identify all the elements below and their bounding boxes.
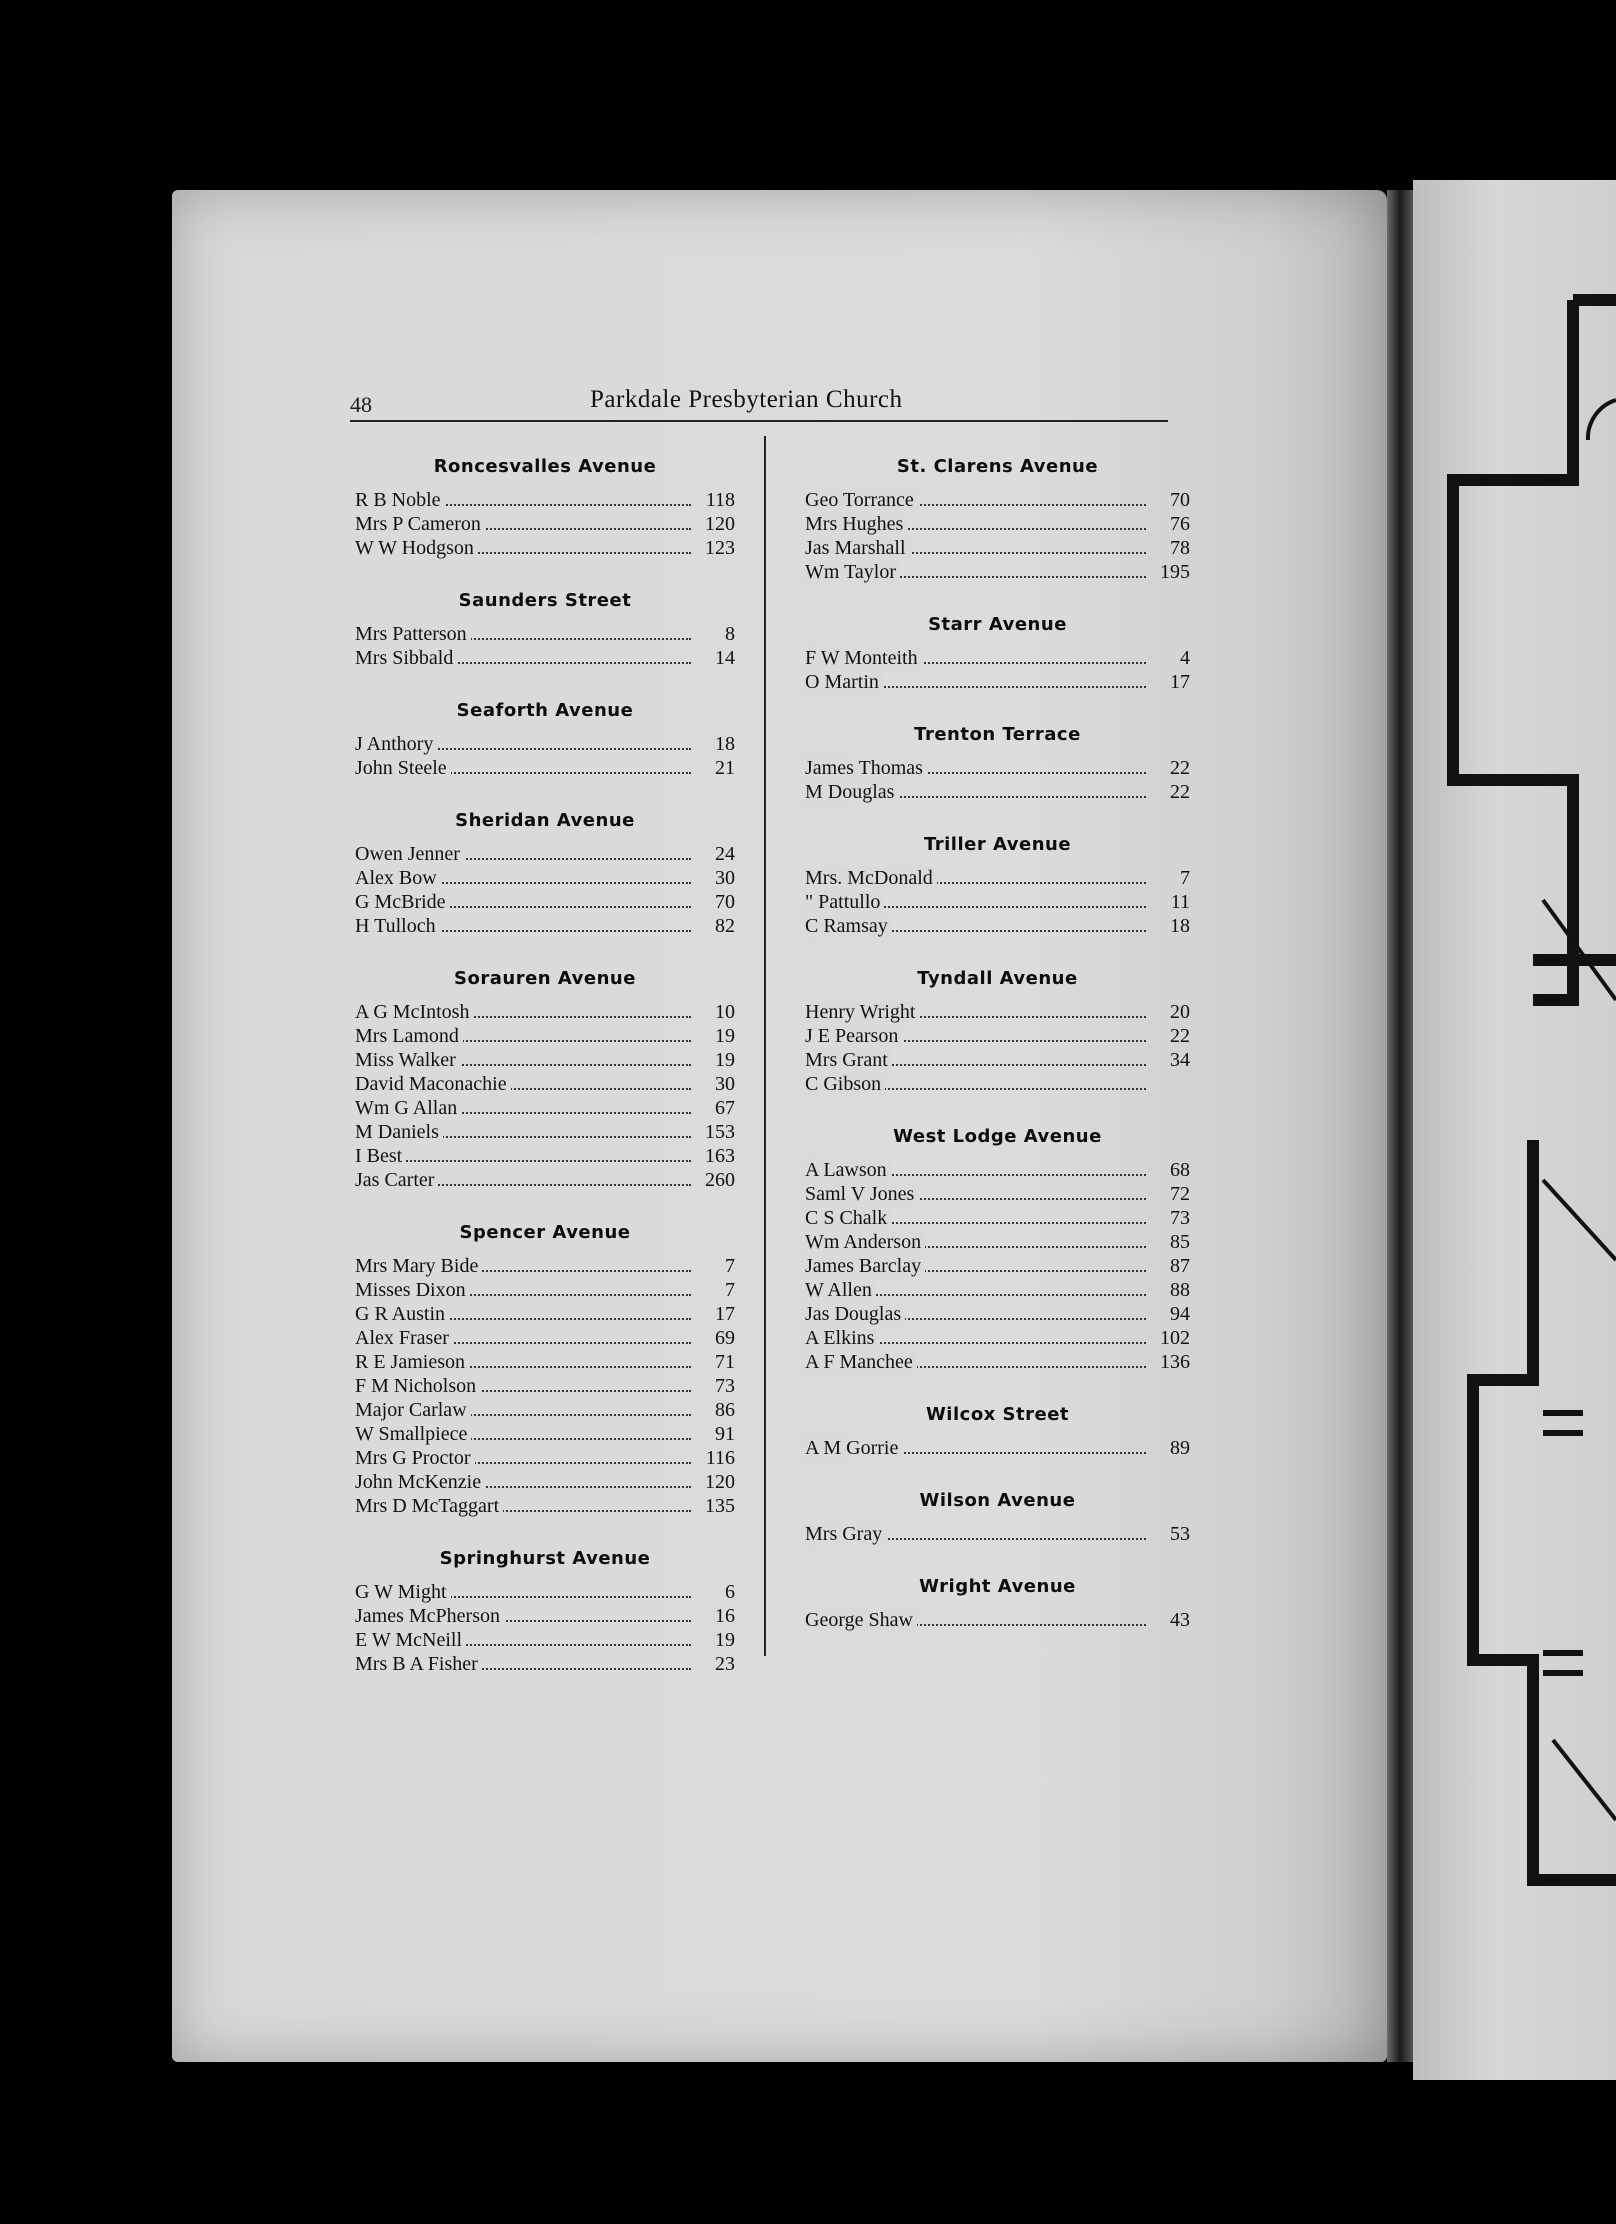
house-number: 7 [725, 1279, 735, 1301]
resident-name: R B Noble [355, 489, 445, 511]
street-section [805, 830, 1190, 938]
house-number: 6 [725, 1581, 735, 1603]
street-heading: Wilcox Street [925, 1404, 1070, 1425]
street-section [355, 586, 735, 670]
street-heading: Tyndall Avenue [917, 968, 1078, 989]
street-section [355, 806, 735, 938]
directory-entry [355, 1254, 735, 1278]
directory-entry [805, 1278, 1190, 1302]
house-number: 22 [1170, 781, 1190, 803]
street-section [805, 452, 1190, 584]
section-gap [355, 670, 735, 696]
house-number: 135 [705, 1495, 735, 1517]
resident-name: M Daniels [355, 1121, 443, 1143]
house-number: 21 [715, 757, 735, 779]
directory-entry [355, 1048, 735, 1072]
street-heading: Roncesvalles Avenue [433, 456, 657, 477]
resident-name: Mrs Gray [805, 1523, 886, 1545]
directory-entry [355, 1168, 735, 1192]
street-section [355, 1218, 735, 1518]
street-section [805, 1572, 1190, 1632]
directory-entry [805, 670, 1190, 694]
house-number: 10 [715, 1001, 735, 1023]
directory-entry [355, 1446, 735, 1470]
directory-entry [355, 1350, 735, 1374]
resident-name: Owen Jenner [355, 843, 464, 865]
house-number: 19 [715, 1629, 735, 1651]
house-number: 91 [715, 1423, 735, 1445]
house-number: 88 [1170, 1279, 1190, 1301]
section-gap [805, 1460, 1190, 1486]
street-section [355, 1544, 735, 1676]
directory-entry [355, 756, 735, 780]
house-number: 14 [715, 647, 735, 669]
resident-name: C S Chalk [805, 1207, 891, 1229]
section-gap [355, 938, 735, 964]
directory-entry [805, 914, 1190, 938]
resident-name: Jas Marshall [805, 537, 910, 559]
facing-page-floor-plan [1413, 180, 1616, 2080]
street-section [805, 610, 1190, 694]
directory-entry [805, 512, 1190, 536]
resident-name: W Allen [805, 1279, 876, 1301]
house-number: 195 [1160, 561, 1190, 583]
house-number: 70 [715, 891, 735, 913]
directory-entry [805, 1436, 1190, 1460]
directory-entry [805, 1024, 1190, 1048]
directory-entry [805, 1000, 1190, 1024]
resident-name: G R Austin [355, 1303, 449, 1325]
directory-entry [355, 536, 735, 560]
resident-name: Miss Walker [355, 1049, 460, 1071]
house-number: 23 [715, 1653, 735, 1675]
house-number: 94 [1170, 1303, 1190, 1325]
house-number: 102 [1160, 1327, 1190, 1349]
house-number: 24 [715, 843, 735, 865]
resident-name: Mrs B A Fisher [355, 1653, 482, 1675]
directory-entry [805, 1048, 1190, 1072]
house-number: 68 [1170, 1159, 1190, 1181]
resident-name: David Maconachie [355, 1073, 511, 1095]
resident-name: Mrs Sibbald [355, 647, 457, 669]
section-gap [805, 1632, 1190, 1658]
directory-entry [355, 914, 735, 938]
house-number: 11 [1170, 891, 1190, 913]
resident-name: Mrs Hughes [805, 513, 907, 535]
resident-name: C Gibson [805, 1073, 885, 1095]
street-heading: Sheridan Avenue [455, 810, 635, 831]
house-number: 19 [715, 1025, 735, 1047]
house-number: 260 [705, 1169, 735, 1191]
street-heading: Seaforth Avenue [456, 700, 634, 721]
floor-plan-drawing [1413, 180, 1616, 2080]
house-number: 76 [1170, 513, 1190, 535]
directory-entry [355, 1120, 735, 1144]
directory-entry [355, 512, 735, 536]
directory-entry [805, 1206, 1190, 1230]
resident-name: John McKenzie [355, 1471, 485, 1493]
street-section [805, 1486, 1190, 1546]
directory-entry [355, 646, 735, 670]
section-gap [805, 694, 1190, 720]
house-number: 89 [1170, 1437, 1190, 1459]
resident-name: Jas Carter [355, 1169, 438, 1191]
directory-entry [805, 1608, 1190, 1632]
house-number: 22 [1170, 757, 1190, 779]
house-number: 123 [705, 537, 735, 559]
house-number: 17 [1170, 671, 1190, 693]
directory-entry [355, 1096, 735, 1120]
directory-entry [355, 1494, 735, 1518]
resident-name: C Ramsay [805, 915, 892, 937]
resident-name: Mrs. McDonald [805, 867, 937, 889]
house-number: 18 [1170, 915, 1190, 937]
section-gap [805, 804, 1190, 830]
resident-name: Wm G Allan [355, 1097, 461, 1119]
house-number: 73 [715, 1375, 735, 1397]
resident-name: George Shaw [805, 1609, 917, 1631]
resident-name: Geo Torrance [805, 489, 918, 511]
directory-entry [805, 560, 1190, 584]
right-column [805, 452, 1190, 1658]
resident-name: O Martin [805, 671, 883, 693]
house-number: 53 [1170, 1523, 1190, 1545]
resident-name: A M Gorrie [805, 1437, 902, 1459]
resident-name: E W McNeill [355, 1629, 466, 1651]
column-divider [764, 436, 766, 1656]
street-heading: St. Clarens Avenue [896, 456, 1099, 477]
section-gap [805, 1374, 1190, 1400]
directory-entry [355, 1628, 735, 1652]
directory-entry [805, 890, 1190, 914]
house-number: 8 [725, 623, 735, 645]
directory-entry [355, 1144, 735, 1168]
section-gap [355, 1192, 735, 1218]
house-number: 19 [715, 1049, 735, 1071]
resident-name: Wm Anderson [805, 1231, 925, 1253]
section-gap [805, 1096, 1190, 1122]
directory-entry [355, 732, 735, 756]
directory-entry [355, 1604, 735, 1628]
directory-entry [805, 866, 1190, 890]
resident-name: A Lawson [805, 1159, 891, 1181]
house-number: 136 [1160, 1351, 1190, 1373]
directory-entry [805, 1230, 1190, 1254]
resident-name: " Pattullo [805, 891, 884, 913]
directory-entry [355, 1278, 735, 1302]
street-section [355, 452, 735, 560]
house-number: 18 [715, 733, 735, 755]
resident-name: A G McIntosh [355, 1001, 473, 1023]
house-number: 16 [715, 1605, 735, 1627]
resident-name: A F Manchee [805, 1351, 917, 1373]
directory-entry [355, 1302, 735, 1326]
street-section [355, 696, 735, 780]
page-number: 48 [350, 392, 372, 417]
resident-name: J Anthory [355, 733, 437, 755]
directory-entry [355, 1652, 735, 1676]
resident-name: J E Pearson [805, 1025, 902, 1047]
resident-name: R E Jamieson [355, 1351, 469, 1373]
page-header [350, 384, 1168, 422]
house-number: 70 [1170, 489, 1190, 511]
house-number: 4 [1180, 647, 1190, 669]
resident-name: Saml V Jones [805, 1183, 918, 1205]
directory-entry [355, 488, 735, 512]
directory-entry [355, 1422, 735, 1446]
resident-name: John Steele [355, 757, 451, 779]
house-number: 72 [1170, 1183, 1190, 1205]
street-section [805, 720, 1190, 804]
section-gap [355, 1676, 735, 1702]
directory-entry [355, 1470, 735, 1494]
house-number: 30 [715, 1073, 735, 1095]
house-number: 87 [1170, 1255, 1190, 1277]
house-number: 67 [715, 1097, 735, 1119]
resident-name: Wm Taylor [805, 561, 900, 583]
street-heading: Starr Avenue [928, 614, 1067, 635]
house-number: 71 [715, 1351, 735, 1373]
resident-name: James Barclay [805, 1255, 925, 1277]
resident-name: Mrs P Cameron [355, 513, 485, 535]
directory-entry [355, 1000, 735, 1024]
page-title: Parkdale Presbyterian Church [590, 386, 903, 413]
street-heading: Sorauren Avenue [454, 968, 636, 989]
street-heading: West Lodge Avenue [893, 1126, 1102, 1147]
directory-entry [355, 1072, 735, 1096]
directory-entry [805, 1158, 1190, 1182]
resident-name: I Best [355, 1145, 406, 1167]
street-heading: Wright Avenue [919, 1576, 1076, 1597]
resident-name: Mrs G Proctor [355, 1447, 475, 1469]
resident-name: W Smallpiece [355, 1423, 471, 1445]
house-number: 82 [715, 915, 735, 937]
street-heading: Springhurst Avenue [439, 1548, 651, 1569]
section-gap [355, 560, 735, 586]
house-number: 85 [1170, 1231, 1190, 1253]
house-number: 78 [1170, 537, 1190, 559]
section-gap [355, 1518, 735, 1544]
directory-entry [805, 1302, 1190, 1326]
directory-entry [355, 622, 735, 646]
directory-entry [805, 1254, 1190, 1278]
resident-name: M Douglas [805, 781, 898, 803]
resident-name: F M Nicholson [355, 1375, 480, 1397]
resident-name: Alex Bow [355, 867, 441, 889]
street-heading: Spencer Avenue [459, 1222, 631, 1243]
resident-name: F W Monteith [805, 647, 922, 669]
directory-entry [805, 1522, 1190, 1546]
resident-name: Mrs Mary Bide [355, 1255, 482, 1277]
resident-name: H Tulloch [355, 915, 440, 937]
resident-name: Henry Wright [805, 1001, 919, 1023]
house-number: 17 [715, 1303, 735, 1325]
book-spine [1387, 190, 1413, 2062]
left-column [355, 452, 735, 1702]
street-section [805, 964, 1190, 1096]
directory-entry [355, 1580, 735, 1604]
section-gap [805, 1546, 1190, 1572]
section-gap [355, 780, 735, 806]
house-number: 34 [1170, 1049, 1190, 1071]
house-number: 73 [1170, 1207, 1190, 1229]
resident-name: Alex Fraser [355, 1327, 453, 1349]
street-heading: Wilson Avenue [919, 1490, 1076, 1511]
directory-entry [805, 756, 1190, 780]
directory-entry [805, 646, 1190, 670]
resident-name: A Elkins [805, 1327, 878, 1349]
resident-name: Major Carlaw [355, 1399, 471, 1421]
resident-name: Jas Douglas [805, 1303, 905, 1325]
house-number: 69 [715, 1327, 735, 1349]
directory-entry [355, 842, 735, 866]
resident-name: Mrs D McTaggart [355, 1495, 503, 1517]
directory-entry [355, 890, 735, 914]
house-number: 118 [705, 489, 735, 511]
directory-entry [805, 488, 1190, 512]
resident-name: Mrs Grant [805, 1049, 892, 1071]
house-number: 116 [705, 1447, 735, 1469]
house-number: 163 [705, 1145, 735, 1167]
resident-name: Misses Dixon [355, 1279, 470, 1301]
house-number: 22 [1170, 1025, 1190, 1047]
resident-name: James Thomas [805, 757, 927, 779]
section-gap [805, 584, 1190, 610]
directory-entry [805, 1326, 1190, 1350]
directory-entry [805, 1072, 1190, 1096]
directory-entry [805, 536, 1190, 560]
directory-entry [805, 1350, 1190, 1374]
house-number: 153 [705, 1121, 735, 1143]
resident-name: W W Hodgson [355, 537, 478, 559]
house-number: 43 [1170, 1609, 1190, 1631]
section-gap [805, 938, 1190, 964]
resident-name: Mrs Patterson [355, 623, 471, 645]
street-section [805, 1400, 1190, 1460]
house-number: 30 [715, 867, 735, 889]
directory-entry [355, 1024, 735, 1048]
street-section [355, 964, 735, 1192]
resident-name: G McBride [355, 891, 450, 913]
directory-entry [355, 866, 735, 890]
house-number: 20 [1170, 1001, 1190, 1023]
street-section [805, 1122, 1190, 1374]
street-heading: Trenton Terrace [914, 724, 1081, 745]
directory-entry [805, 780, 1190, 804]
house-number: 7 [725, 1255, 735, 1277]
directory-entry [355, 1398, 735, 1422]
street-heading: Saunders Street [458, 590, 632, 611]
resident-name: Mrs Lamond [355, 1025, 463, 1047]
street-heading: Triller Avenue [923, 834, 1072, 855]
directory-entry [805, 1182, 1190, 1206]
house-number: 120 [705, 513, 735, 535]
resident-name: G W Might [355, 1581, 451, 1603]
directory-entry [355, 1326, 735, 1350]
house-number: 120 [705, 1471, 735, 1493]
directory-entry [355, 1374, 735, 1398]
house-number: 86 [715, 1399, 735, 1421]
resident-name: James McPherson [355, 1605, 504, 1627]
house-number: 7 [1180, 867, 1190, 889]
